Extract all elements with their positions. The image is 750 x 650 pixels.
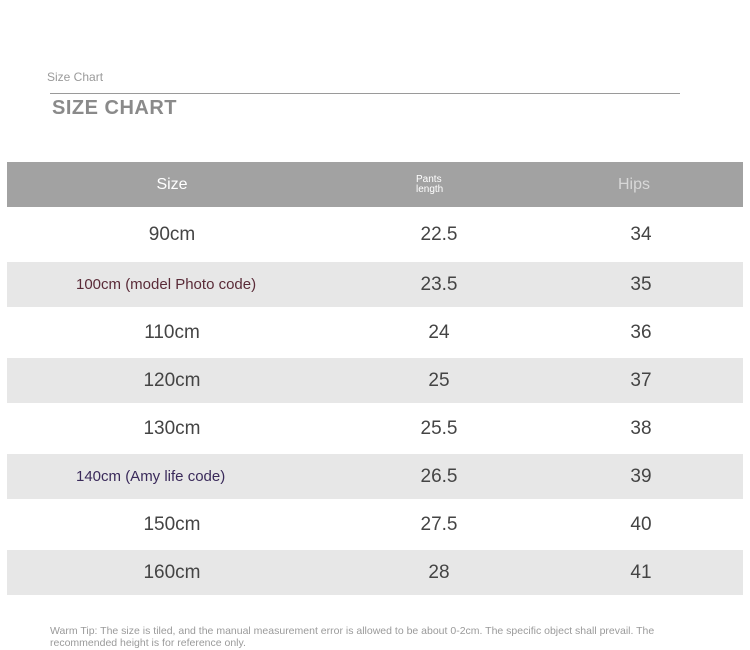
page-title: SIZE CHART — [52, 97, 177, 119]
size-cell: 110cm — [144, 321, 200, 343]
size-cell: 90cm — [148, 223, 196, 245]
column-header-pants-line2: length — [416, 183, 444, 195]
column-header-hips: Hips — [617, 175, 650, 193]
title-rule — [50, 93, 680, 94]
size-cell: 150cm — [143, 513, 201, 535]
table-row — [7, 499, 743, 550]
table-row — [7, 550, 743, 595]
table-row — [7, 454, 743, 499]
hips-cell: 41 — [630, 561, 652, 583]
size-cell: 100cm (model Photo code) — [76, 276, 257, 293]
hips-cell: 36 — [630, 321, 652, 343]
hips-cell: 37 — [630, 369, 652, 391]
pants-length-cell: 22.5 — [420, 223, 458, 245]
pants-length-cell: 24 — [428, 321, 450, 343]
pants-length-cell: 23.5 — [420, 273, 458, 295]
table-row — [7, 403, 743, 454]
table-row — [7, 207, 743, 262]
table-row — [7, 358, 743, 403]
column-header-pants-length — [416, 162, 466, 207]
hips-cell: 35 — [630, 273, 652, 295]
page-subtitle: Size Chart — [47, 70, 104, 84]
table-row — [7, 262, 743, 307]
size-cell: 120cm — [143, 369, 201, 391]
size-cell: 160cm — [143, 561, 201, 583]
hips-cell: 40 — [630, 513, 652, 535]
pants-length-cell: 25.5 — [420, 417, 458, 439]
table-row — [7, 307, 743, 358]
pants-length-cell: 28 — [428, 561, 450, 583]
hips-cell: 34 — [630, 223, 652, 245]
size-table — [7, 162, 743, 595]
table-header — [7, 162, 743, 207]
column-header-size: Size — [156, 175, 188, 193]
warm-tip: Warm Tip: The size is tiled, and the manual measurement error is allowed to be about 0-2cm. The specific object shall prevail. The recommended height is for reference only. — [50, 625, 655, 649]
hips-cell: 38 — [630, 417, 652, 439]
pants-length-cell: 25 — [428, 369, 450, 391]
size-cell: 140cm (Amy life code) — [76, 468, 226, 485]
column-header-pants-line1: Pants — [416, 173, 442, 185]
pants-length-cell: 26.5 — [420, 465, 458, 487]
size-cell: 130cm — [143, 417, 201, 439]
hips-cell: 39 — [630, 465, 652, 487]
pants-length-cell: 27.5 — [420, 513, 458, 535]
